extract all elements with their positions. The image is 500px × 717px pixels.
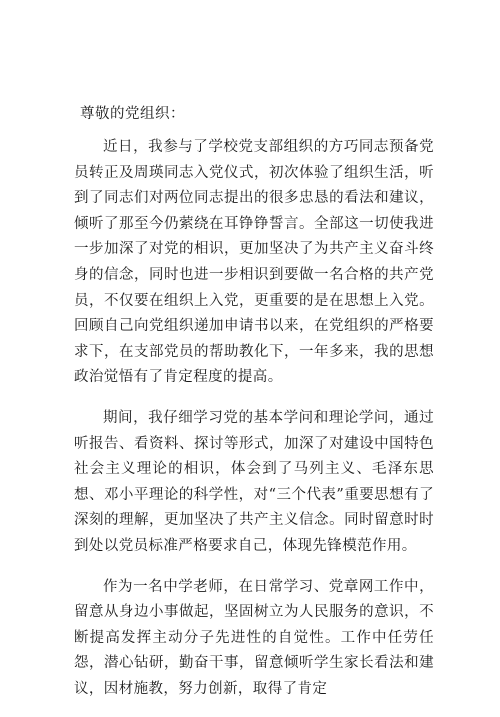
paragraph-2: 期间，我仔细学习党的基本学问和理论学问，通过听报告、看资料、探讨等形式，加深了对建设中国特色社会主义理论的相识，体会到了马列主义、毛泽东思想、邓小平理论的科学性，对“三个代表”重要思想有了深刻的理解，更加坚决了共产主义信念。同时留意时时到处以党员标准严格要求自己，体现先锋模范作用。 — [74, 409, 434, 554]
paragraph-3: 作为一名中学老师，在日常学习、党章网工作中，留意从身边小事做起，坚固树立为人民服务的意识，不断提高发挥主动分子先进性的自觉性。工作中任劳任怨，潜心钻研，勤奋干事，留意倾听学生家长看法和建议，因材施教，努力创新，取得了肯定 — [74, 578, 434, 697]
letter-body — [74, 102, 434, 717]
paragraph-1: 近日，我参与了学校党支部组织的方巧同志预备党员转正及周瑛同志入党仪式，初次体验了组织生活，听到了同志们对两位同志提出的很多忠恳的看法和建议，倾听了那至今仍萦绕在耳铮铮誓言。全部这一切使我进一步加深了对党的相识，更加坚决了为共产主义奋斗终身的信念，同时也进一步相识到要做一名合格的共产党员，不仅要在组织上入党，更重要的是在思想上入党。回顾自己向党组织递加申请书以来，在党组织的严格要求下，在支部党员的帮助教化下，一年多来，我的思想政治觉悟有了肯定程度的提高。 — [74, 139, 434, 386]
salutation: 尊敬的党组织： — [80, 106, 185, 122]
